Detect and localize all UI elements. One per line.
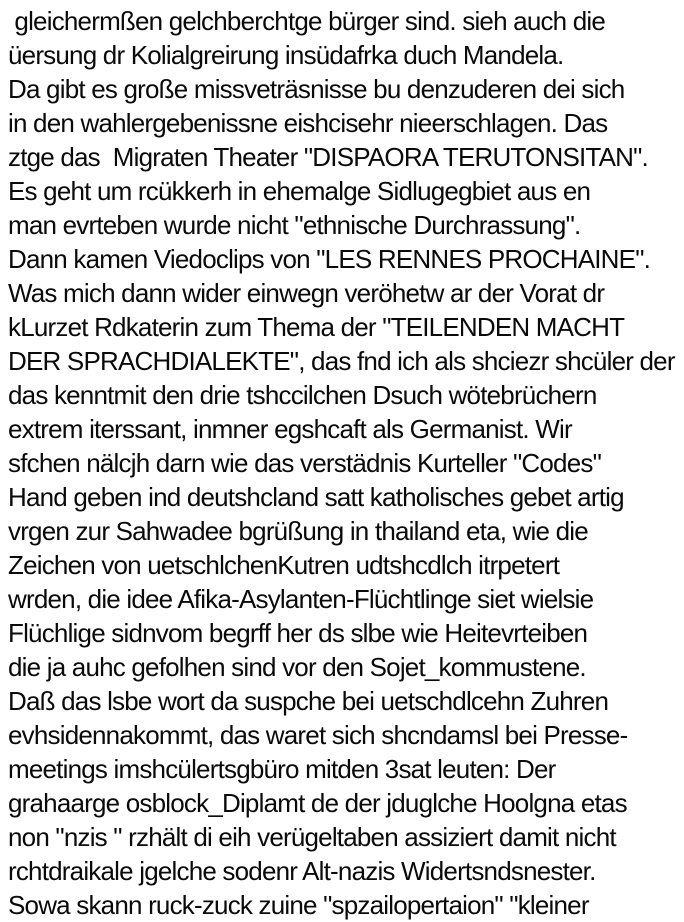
text-line: non "nzis " rzhält di eih verügeltaben assiziert damit nicht xyxy=(8,822,616,852)
text-line: man evrteben wurde nicht "ethnische Durchrassung". xyxy=(8,210,581,240)
text-line: in den wahlergebenissne eishcisehr nieerschlagen. Das xyxy=(8,108,608,138)
text-line: Zeichen von uetschlchenKutren udtshcdlch itrpetert xyxy=(8,550,560,580)
text-line: meetings imshcülertsgbüro mitden 3sat leuten: Der xyxy=(8,754,556,784)
text-line: Hand geben ind deutshcland satt katholisches gebet artig xyxy=(8,482,624,512)
text-line: Da gibt es große missveträsnisse bu denzuderen dei sich xyxy=(8,74,625,104)
text-line: Es geht um rcükkerh in ehemalge Sidlugegbiet aus en xyxy=(8,176,591,206)
text-line: Dann kamen Viedoclips von "LES RENNES PROCHAINE". xyxy=(8,244,651,274)
text-line: DER SPRACHDIALEKTE", das fnd ich als shciezr shcüler der xyxy=(8,346,675,376)
text-line: üersung dr Kolialgreirung insüdafrka duch Mandela. xyxy=(8,40,564,70)
text-block xyxy=(8,4,678,922)
text-line: grahaarge osblock_Diplamt de der jduglche Hoolgna etas xyxy=(8,788,627,818)
text-line: vrgen zur Sahwadee bgrüßung in thailand eta, wie die xyxy=(8,516,588,546)
text-line: extrem iterssant, inmner egshcaft als Germanist. Wir xyxy=(8,414,572,444)
text-line: das kenntmit den drie tshccilchen Dsuch wötebrüchern xyxy=(8,380,597,410)
text-line: die ja auhc gefolhen sind vor den Sojet_kommustene. xyxy=(8,652,586,682)
text-line: wrden, die idee Afika-Asylanten-Flüchtlinge siet wielsie xyxy=(8,584,594,614)
text-line: gleichermßen gelchberchtge bürger sind. sieh auch die xyxy=(8,6,606,36)
text-line: rchtdraikale jgelche sodenr Alt-nazis Widertsndsnester. xyxy=(8,856,596,886)
text-line: kLurzet Rdkaterin zum Thema der "TEILENDEN MACHT xyxy=(8,312,625,342)
text-line: sfchen nälcjh darn wie das verstädnis Kurteller "Codes" xyxy=(8,448,602,478)
text-line: Sowa skann ruck-zuck zuine "spzailopertaion" "kleiner xyxy=(8,890,589,920)
text-line: Flüchlige sidnvom begrff her ds slbe wie Heitevrteiben xyxy=(8,618,588,648)
text-line: evhsidennakommt, das waret sich shcndamsl bei Presse- xyxy=(8,720,628,750)
text-line: Was mich dann wider einwegn veröhetw ar der Vorat dr xyxy=(8,278,605,308)
text-line: Daß das lsbe wort da suspche bei uetschdlcehn Zuhren xyxy=(8,686,609,716)
text-line: ztge das Migraten Theater "DISPAORA TERUTONSITAN". xyxy=(8,142,648,172)
